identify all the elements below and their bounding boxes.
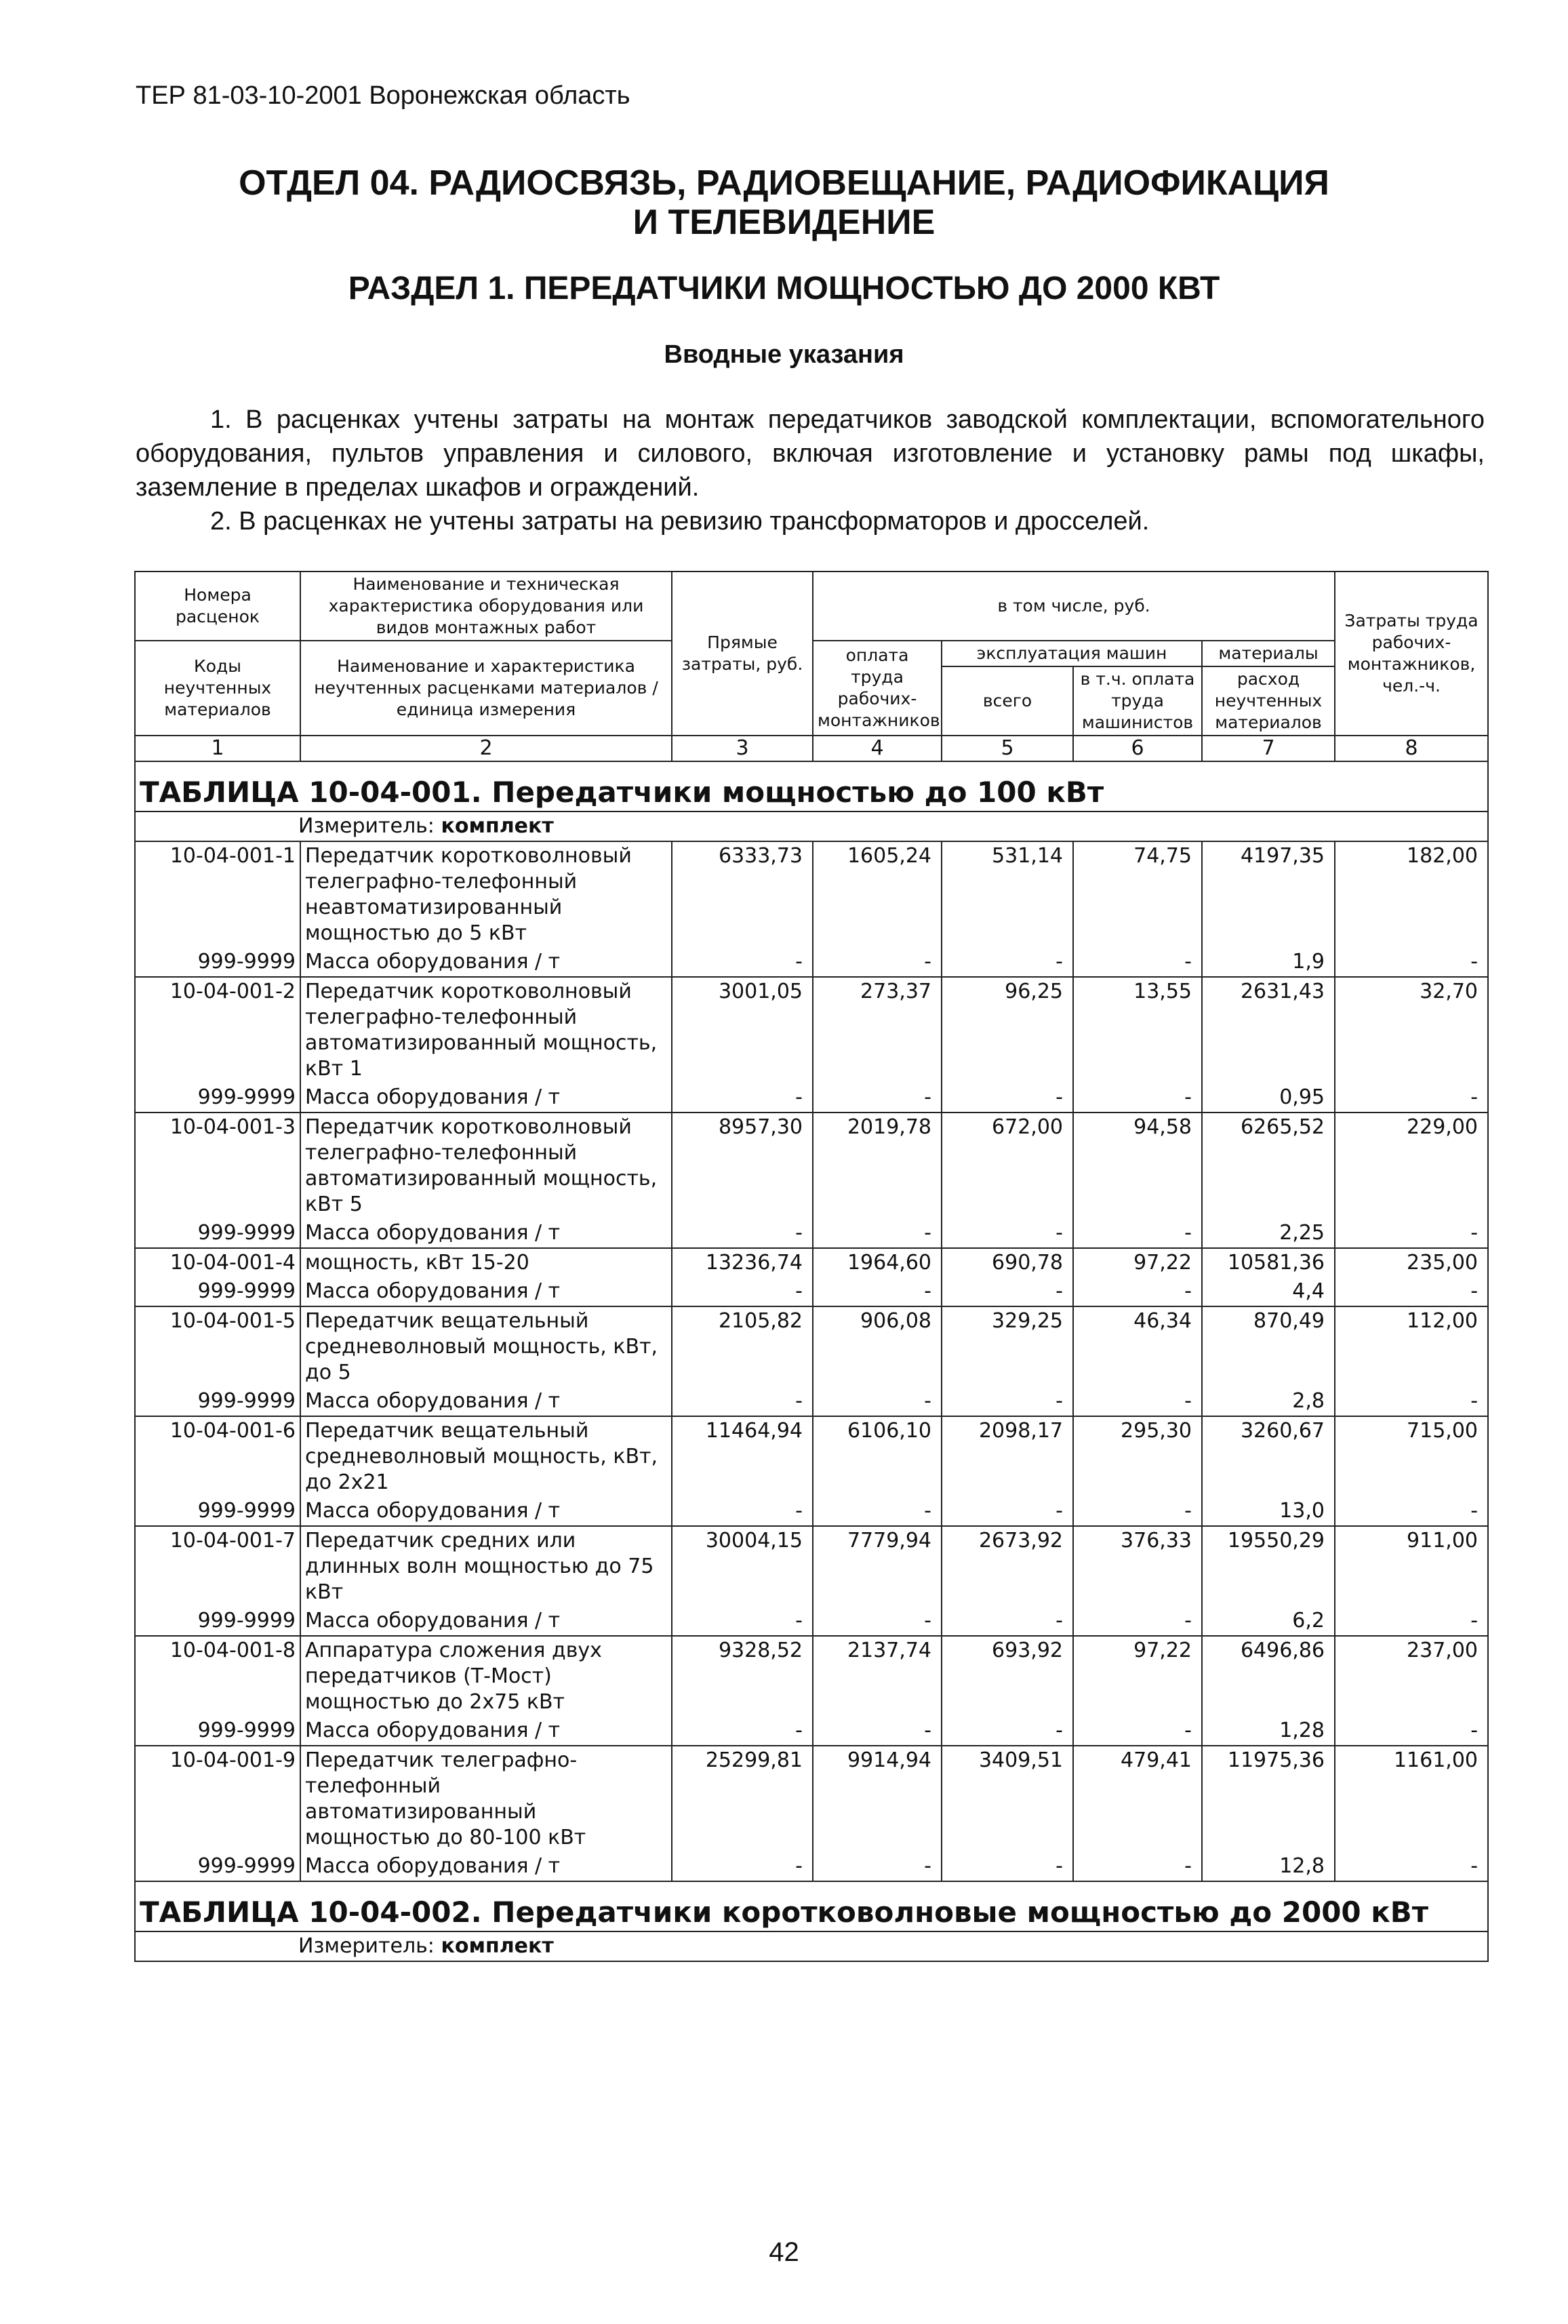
table-row [135, 977, 1488, 1083]
cell-labor: 273,37 [813, 977, 942, 1083]
cell-labor: 2019,78 [813, 1113, 942, 1219]
material-cell-direct: - [672, 1277, 813, 1306]
material-cell-mat: 6,2 [1202, 1607, 1335, 1636]
material-cell-labor: - [813, 1387, 942, 1416]
material-cell-work: - [1335, 1387, 1488, 1416]
cell-mat: 4197,35 [1202, 841, 1335, 948]
material-cell-work: - [1335, 1277, 1488, 1306]
department-title-line1: ОТДЕЛ 04. РАДИОСВЯЗЬ, РАДИОВЕЩАНИЕ, РАДИОФИКАЦИЯ [239, 163, 1329, 203]
section-title: РАЗДЕЛ 1. ПЕРЕДАТЧИКИ МОЩНОСТЬЮ ДО 2000 КВТ [348, 271, 1220, 306]
rate-name: мощность, кВт 15-20 [300, 1248, 672, 1277]
rate-code: 10-04-001-3 [135, 1113, 300, 1219]
table-row [135, 1113, 1488, 1219]
cell-direct: 2105,82 [672, 1306, 813, 1387]
material-cell-direct: - [672, 1852, 813, 1881]
material-name: Масса оборудования / т [300, 1387, 672, 1416]
table-header [135, 572, 1488, 761]
material-row [135, 1852, 1488, 1881]
table-row [135, 1306, 1488, 1387]
material-cell-mach_labor: - [1073, 1607, 1202, 1636]
material-row [135, 1083, 1488, 1113]
cell-mat: 19550,29 [1202, 1526, 1335, 1607]
table-row [135, 1526, 1488, 1607]
cell-mach: 2673,92 [942, 1526, 1073, 1607]
material-cell-mach_labor: - [1073, 1083, 1202, 1113]
material-name: Масса оборудования / т [300, 1717, 672, 1746]
cell-mach: 672,00 [942, 1113, 1073, 1219]
material-cell-labor: - [813, 1852, 942, 1881]
cell-direct: 9328,52 [672, 1636, 813, 1717]
table-row [135, 841, 1488, 948]
material-cell-work: - [1335, 1219, 1488, 1248]
col-name-top: Наименование и техническая характеристика оборудования или видов монтажных работ [300, 572, 672, 641]
material-cell-labor: - [813, 1083, 942, 1113]
intro-text [136, 403, 1485, 538]
cell-mach_labor: 295,30 [1073, 1416, 1202, 1497]
material-code: 999-9999 [135, 1607, 300, 1636]
material-cell-labor: - [813, 1497, 942, 1526]
material-cell-mach_labor: - [1073, 1717, 1202, 1746]
material-name: Масса оборудования / т [300, 948, 672, 977]
cell-mach_labor: 376,33 [1073, 1526, 1202, 1607]
material-row [135, 1717, 1488, 1746]
cell-work: 235,00 [1335, 1248, 1488, 1277]
rate-name: Передатчик телеграфно-телефонный автоматизированный мощностью до 80-100 кВт [300, 1746, 672, 1852]
col-name-bottom: Наименование и характеристика неучтенных расценками материалов / единица измерения [300, 641, 672, 736]
cell-labor: 6106,10 [813, 1416, 942, 1497]
material-cell-work: - [1335, 1852, 1488, 1881]
material-cell-work: - [1335, 1607, 1488, 1636]
column-number: 5 [942, 736, 1073, 761]
material-cell-work: - [1335, 1497, 1488, 1526]
rate-name: Передатчик коротковолновый телеграфно-телефонный автоматизированный мощность, кВт 5 [300, 1113, 672, 1219]
cell-work: 715,00 [1335, 1416, 1488, 1497]
intro-paragraph-2: 2. В расценках не учтены затраты на ревизию трансформаторов и дросселей. [210, 507, 1150, 536]
col-mat-unaccounted: расход неучтенных материалов [1202, 666, 1335, 736]
cell-direct: 11464,94 [672, 1416, 813, 1497]
column-number: 6 [1073, 736, 1202, 761]
material-cell-labor: - [813, 1277, 942, 1306]
intro-paragraph-1: 1. В расценках учтены затраты на монтаж передатчиков заводской комплектации, вспомогательного оборудования, пультов управления и силового, включая изготовление и установку рамы под шкафы, заземление в пределах шкафов и ограждений. [136, 405, 1485, 502]
material-cell-labor: - [813, 1607, 942, 1636]
material-cell-direct: - [672, 948, 813, 977]
cell-labor: 9914,94 [813, 1746, 942, 1852]
material-cell-mat: 2,8 [1202, 1387, 1335, 1416]
col-materials: материалы [1202, 641, 1335, 666]
col-mach-labor: в т.ч. оплата труда машинистов [1073, 666, 1202, 736]
cell-direct: 6333,73 [672, 841, 813, 948]
cell-mach: 96,25 [942, 977, 1073, 1083]
material-cell-direct: - [672, 1607, 813, 1636]
material-cell-mach: - [942, 948, 1073, 977]
table1-unit: Измеритель: комплект [135, 812, 1488, 841]
cell-mach: 531,14 [942, 841, 1073, 948]
cell-mach: 690,78 [942, 1248, 1073, 1277]
column-numbers-row [135, 736, 1488, 761]
cell-direct: 3001,05 [672, 977, 813, 1083]
rate-code: 10-04-001-5 [135, 1306, 300, 1387]
cell-mat: 2631,43 [1202, 977, 1335, 1083]
material-row [135, 948, 1488, 977]
cell-labor: 906,08 [813, 1306, 942, 1387]
cell-work: 32,70 [1335, 977, 1488, 1083]
cell-mach_labor: 74,75 [1073, 841, 1202, 948]
cell-mach_labor: 97,22 [1073, 1248, 1202, 1277]
table-row [135, 1416, 1488, 1497]
material-cell-mach_labor: - [1073, 948, 1202, 977]
running-header: ТЕР 81-03-10-2001 Воронежская область [136, 81, 630, 110]
cell-direct: 13236,74 [672, 1248, 813, 1277]
material-cell-mach: - [942, 1497, 1073, 1526]
rate-name: Передатчик вещательный средневолновый мощность, кВт, до 2х21 [300, 1416, 672, 1497]
material-cell-mach: - [942, 1387, 1073, 1416]
material-code: 999-9999 [135, 1219, 300, 1248]
column-number: 1 [135, 736, 300, 761]
material-code: 999-9999 [135, 1852, 300, 1881]
price-table [134, 571, 1489, 1962]
material-cell-mach_labor: - [1073, 1219, 1202, 1248]
rate-name: Передатчик коротковолновый телеграфно-телефонный неавтоматизированный мощностью до 5 кВт [300, 841, 672, 948]
material-cell-mat: 4,4 [1202, 1277, 1335, 1306]
cell-mat: 11975,36 [1202, 1746, 1335, 1852]
cell-mat: 3260,67 [1202, 1416, 1335, 1497]
page-number: 42 [769, 2237, 799, 2267]
cell-mach: 3409,51 [942, 1746, 1073, 1852]
material-cell-mat: 0,95 [1202, 1083, 1335, 1113]
table1-title: ТАБЛИЦА 10-04-001. Передатчики мощностью до 100 кВт [135, 761, 1488, 812]
cell-work: 112,00 [1335, 1306, 1488, 1387]
material-code: 999-9999 [135, 1717, 300, 1746]
material-cell-mat: 1,9 [1202, 948, 1335, 977]
material-cell-mat: 12,8 [1202, 1852, 1335, 1881]
material-cell-mach: - [942, 1852, 1073, 1881]
col-machines: эксплуатация машин [942, 641, 1202, 666]
rate-name: Аппаратура сложения двух передатчиков (Т-Мост) мощностью до 2х75 кВт [300, 1636, 672, 1717]
cell-labor: 7779,94 [813, 1526, 942, 1607]
table2-unit: Измеритель: комплект [135, 1931, 1488, 1961]
rate-name: Передатчик средних или длинных волн мощностью до 75 кВт [300, 1526, 672, 1607]
material-code: 999-9999 [135, 1387, 300, 1416]
cell-mach_labor: 97,22 [1073, 1636, 1202, 1717]
material-cell-work: - [1335, 1083, 1488, 1113]
rate-code: 10-04-001-8 [135, 1636, 300, 1717]
cell-mach_labor: 94,58 [1073, 1113, 1202, 1219]
cell-direct: 25299,81 [672, 1746, 813, 1852]
material-code: 999-9999 [135, 1277, 300, 1306]
rate-code: 10-04-001-4 [135, 1248, 300, 1277]
cell-labor: 1605,24 [813, 841, 942, 948]
cell-mach: 693,92 [942, 1636, 1073, 1717]
cell-mat: 6496,86 [1202, 1636, 1335, 1717]
material-cell-direct: - [672, 1083, 813, 1113]
department-title-line2: И ТЕЛЕВИДЕНИЕ [632, 203, 936, 242]
rate-name: Передатчик вещательный средневолновый мощность, кВт, до 5 [300, 1306, 672, 1387]
col-incl: в том числе, руб. [813, 572, 1335, 641]
material-cell-labor: - [813, 1219, 942, 1248]
material-cell-mach: - [942, 1277, 1073, 1306]
material-cell-work: - [1335, 1717, 1488, 1746]
material-name: Масса оборудования / т [300, 1852, 672, 1881]
material-cell-mach: - [942, 1219, 1073, 1248]
cell-labor: 1964,60 [813, 1248, 942, 1277]
column-number: 3 [672, 736, 813, 761]
cell-mach: 329,25 [942, 1306, 1073, 1387]
cell-mach_labor: 479,41 [1073, 1746, 1202, 1852]
material-cell-direct: - [672, 1387, 813, 1416]
material-cell-mach: - [942, 1607, 1073, 1636]
intro-heading: Вводные указания [664, 340, 904, 369]
column-number: 4 [813, 736, 942, 761]
material-row [135, 1387, 1488, 1416]
cell-work: 182,00 [1335, 841, 1488, 948]
table-row [135, 1746, 1488, 1852]
table-row [135, 1248, 1488, 1277]
material-name: Масса оборудования / т [300, 1219, 672, 1248]
rate-code: 10-04-001-2 [135, 977, 300, 1083]
material-cell-mat: 1,28 [1202, 1717, 1335, 1746]
cell-work: 237,00 [1335, 1636, 1488, 1717]
material-name: Масса оборудования / т [300, 1277, 672, 1306]
material-cell-mat: 13,0 [1202, 1497, 1335, 1526]
rate-name: Передатчик коротковолновый телеграфно-телефонный автоматизированный мощность, кВт 1 [300, 977, 672, 1083]
rate-code: 10-04-001-1 [135, 841, 300, 948]
material-cell-labor: - [813, 1717, 942, 1746]
material-row [135, 1277, 1488, 1306]
cell-mach: 2098,17 [942, 1416, 1073, 1497]
material-code: 999-9999 [135, 948, 300, 977]
table2-body [135, 1881, 1488, 1961]
table2-title: ТАБЛИЦА 10-04-002. Передатчики коротковолновые мощностью до 2000 кВт [135, 1881, 1488, 1931]
material-cell-mach_labor: - [1073, 1852, 1202, 1881]
table1-body [135, 761, 1488, 1881]
material-name: Масса оборудования / т [300, 1083, 672, 1113]
material-cell-direct: - [672, 1717, 813, 1746]
col-code-top: Номера расценок [135, 572, 300, 641]
material-cell-mach_labor: - [1073, 1277, 1202, 1306]
material-name: Масса оборудования / т [300, 1607, 672, 1636]
table-row [135, 1636, 1488, 1717]
material-cell-direct: - [672, 1219, 813, 1248]
cell-mach_labor: 13,55 [1073, 977, 1202, 1083]
material-code: 999-9999 [135, 1083, 300, 1113]
material-row [135, 1219, 1488, 1248]
col-workload: Затраты труда рабочих-монтажников, чел.-ч. [1335, 572, 1488, 736]
material-cell-direct: - [672, 1497, 813, 1526]
material-row [135, 1497, 1488, 1526]
cell-direct: 30004,15 [672, 1526, 813, 1607]
col-mach-total: всего [942, 666, 1073, 736]
rate-code: 10-04-001-9 [135, 1746, 300, 1852]
material-row [135, 1607, 1488, 1636]
cell-work: 911,00 [1335, 1526, 1488, 1607]
col-labor: оплата труда рабочих-монтажников [813, 641, 942, 736]
material-cell-mach_labor: - [1073, 1497, 1202, 1526]
material-cell-mat: 2,25 [1202, 1219, 1335, 1248]
cell-mach_labor: 46,34 [1073, 1306, 1202, 1387]
cell-mat: 10581,36 [1202, 1248, 1335, 1277]
cell-labor: 2137,74 [813, 1636, 942, 1717]
column-number: 8 [1335, 736, 1488, 761]
material-cell-mach: - [942, 1717, 1073, 1746]
material-cell-labor: - [813, 948, 942, 977]
cell-mat: 870,49 [1202, 1306, 1335, 1387]
rate-code: 10-04-001-7 [135, 1526, 300, 1607]
cell-mat: 6265,52 [1202, 1113, 1335, 1219]
cell-direct: 8957,30 [672, 1113, 813, 1219]
cell-work: 229,00 [1335, 1113, 1488, 1219]
material-cell-work: - [1335, 948, 1488, 977]
rate-code: 10-04-001-6 [135, 1416, 300, 1497]
col-direct: Прямые затраты, руб. [672, 572, 813, 736]
col-code-bottom: Коды неучтенных материалов [135, 641, 300, 736]
material-cell-mach_labor: - [1073, 1387, 1202, 1416]
column-number: 7 [1202, 736, 1335, 761]
column-number: 2 [300, 736, 672, 761]
material-name: Масса оборудования / т [300, 1497, 672, 1526]
cell-work: 1161,00 [1335, 1746, 1488, 1852]
material-code: 999-9999 [135, 1497, 300, 1526]
material-cell-mach: - [942, 1083, 1073, 1113]
